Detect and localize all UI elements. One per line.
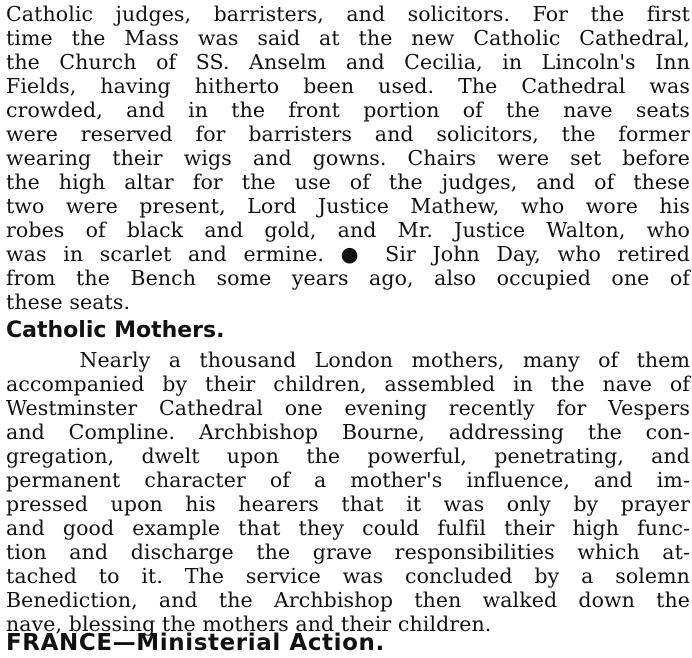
text-line: pressed upon his hearers that it was only by prayer [6,492,690,516]
text-line: permanent character of a mother's influence, and im- [6,468,690,492]
text-line: two were present, Lord Justice Mathew, who wore his [6,194,690,218]
text-line: from the Bench some years ago, also occupied one of [6,266,690,290]
text-line: Benediction, and the Archbishop then walked down the [6,588,690,612]
text-line: time the Mass was said at the new Catholic Cathedral, [6,26,690,50]
text-line: gregation, dwelt upon the powerful, penetrating, and [6,444,690,468]
text-line: robes of black and gold, and Mr. Justice Walton, who [6,218,690,242]
section-heading: Catholic Mothers. [6,318,225,343]
text-line: Westminster Cathedral one evening recently for Vespers [6,396,690,420]
text-line: accompanied by their children, assembled in the nave of [6,372,690,396]
text-line: and Compline. Archbishop Bourne, addressing the con- [6,420,690,444]
text-line: and good example that they could fulfil their high func- [6,516,690,540]
text-line: Catholic judges, barristers, and solicitors. For the first [6,2,690,26]
text-line: these seats. [6,290,131,314]
text-line: Fields, having hitherto been used. The Cathedral was [6,74,690,98]
text-line: tion and discharge the grave responsibilities which at- [6,540,690,564]
text-line: the Church of SS. Anselm and Cecilia, in Lincoln's Inn [6,50,690,74]
text-line: crowded, and in the front portion of the nave seats [6,98,690,122]
section-heading: FRANCE—Ministerial Action. [6,630,385,656]
text-line: Nearly a thousand London mothers, many of them [6,348,690,372]
text-line: tached to it. The service was concluded by a solemn [6,564,690,588]
text-line: the high altar for the use of the judges, and of these [6,170,690,194]
text-line: nave, blessing the mothers and their children. [6,612,492,636]
text-line: were reserved for barristers and solicitors, the former [6,122,690,146]
text-line: wearing their wigs and gowns. Chairs were set before [6,146,690,170]
text-line: was in scarlet and ermine. ● Sir John Day, who retired [6,242,690,266]
